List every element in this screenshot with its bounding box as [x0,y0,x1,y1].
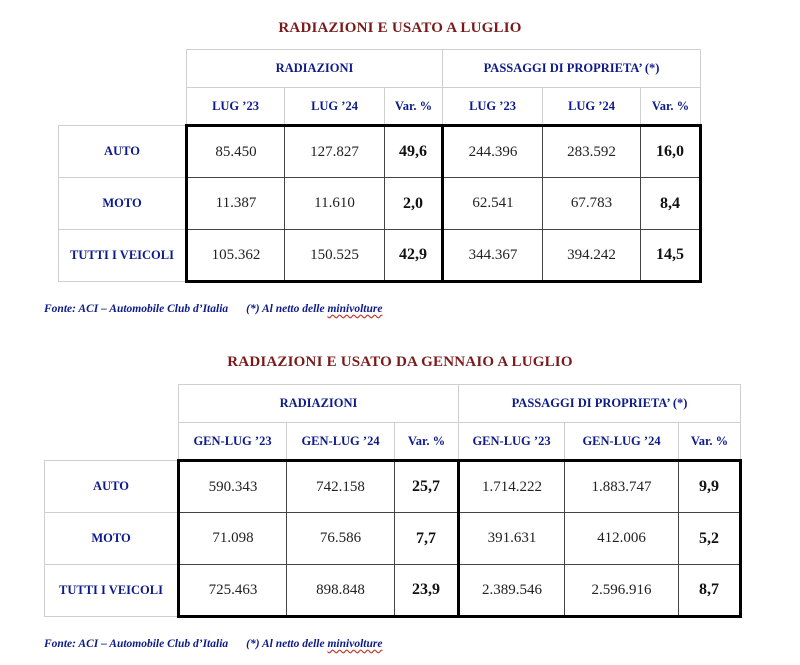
var-cell: 25,7 [395,461,459,513]
column-header: GEN-LUG ’24 [287,423,395,461]
data-cell: 590.343 [179,461,287,513]
data-cell: 76.586 [287,513,395,565]
var-cell: 16,0 [641,126,701,178]
var-cell: 23,9 [395,565,459,617]
table2 [44,384,742,618]
var-cell: 8,4 [641,178,701,230]
group-header-passaggi: PASSAGGI DI PROPRIETA’ (*) [459,385,741,423]
column-header: Var. % [641,88,701,126]
footnote [246,303,382,315]
data-cell: 150.525 [285,230,385,282]
corner-empty [59,88,187,126]
table1-source [44,303,382,315]
data-cell: 742.158 [287,461,395,513]
table-row [45,513,741,565]
var-cell: 42,9 [385,230,443,282]
footnote-prefix: (*) Al netto delle [246,303,328,315]
source-text: Fonte: ACI – Automobile Club d’Italia [44,303,229,315]
table-row [59,126,701,178]
column-header: GEN-LUG ’24 [565,423,679,461]
data-cell: 1.714.222 [459,461,565,513]
column-header: Var. % [385,88,443,126]
row-label: TUTTI I VEICOLI [59,230,187,282]
data-cell: 725.463 [179,565,287,617]
var-cell: 7,7 [395,513,459,565]
table-row [45,461,741,513]
var-cell: 5,2 [679,513,741,565]
column-header: Var. % [679,423,741,461]
data-cell: 11.610 [285,178,385,230]
data-cell: 71.098 [179,513,287,565]
var-cell: 14,5 [641,230,701,282]
column-header: LUG ’23 [187,88,285,126]
data-cell: 283.592 [543,126,641,178]
data-cell: 244.396 [443,126,543,178]
group-header-radiazioni: RADIAZIONI [179,385,459,423]
column-header: LUG ’24 [543,88,641,126]
data-cell: 11.387 [187,178,285,230]
group-header-passaggi: PASSAGGI DI PROPRIETA’ (*) [443,50,701,88]
data-cell: 67.783 [543,178,641,230]
data-cell: 412.006 [565,513,679,565]
data-cell: 105.362 [187,230,285,282]
table-row [59,230,701,282]
column-header: Var. % [395,423,459,461]
data-cell: 2.596.916 [565,565,679,617]
corner-empty [45,385,179,423]
table-row [59,178,701,230]
footnote-word: minivolture [327,303,383,315]
row-label: MOTO [59,178,187,230]
data-cell: 62.541 [443,178,543,230]
table2-source [44,638,382,650]
column-header: GEN-LUG ’23 [179,423,287,461]
table1 [58,49,702,283]
source-text: Fonte: ACI – Automobile Club d’Italia [44,638,229,650]
data-cell: 394.242 [543,230,641,282]
var-cell: 9,9 [679,461,741,513]
row-label: TUTTI I VEICOLI [45,565,179,617]
row-label: AUTO [45,461,179,513]
corner-empty [59,50,187,88]
column-header: GEN-LUG ’23 [459,423,565,461]
table1-title: RADIAZIONI E USATO A LUGLIO [278,20,522,36]
row-label: AUTO [59,126,187,178]
footnote-prefix: (*) Al netto delle [246,638,328,650]
data-cell: 1.883.747 [565,461,679,513]
data-cell: 898.848 [287,565,395,617]
column-header: LUG ’23 [443,88,543,126]
var-cell: 49,6 [385,126,443,178]
data-cell: 391.631 [459,513,565,565]
footnote [246,638,382,650]
var-cell: 2,0 [385,178,443,230]
table2-title: RADIAZIONI E USATO DA GENNAIO A LUGLIO [227,354,573,370]
footnote-word: minivolture [327,638,383,650]
column-header: LUG ’24 [285,88,385,126]
data-cell: 127.827 [285,126,385,178]
row-label: MOTO [45,513,179,565]
table-row [45,565,741,617]
data-cell: 2.389.546 [459,565,565,617]
group-header-radiazioni: RADIAZIONI [187,50,443,88]
data-cell: 344.367 [443,230,543,282]
data-cell: 85.450 [187,126,285,178]
corner-empty [45,423,179,461]
var-cell: 8,7 [679,565,741,617]
